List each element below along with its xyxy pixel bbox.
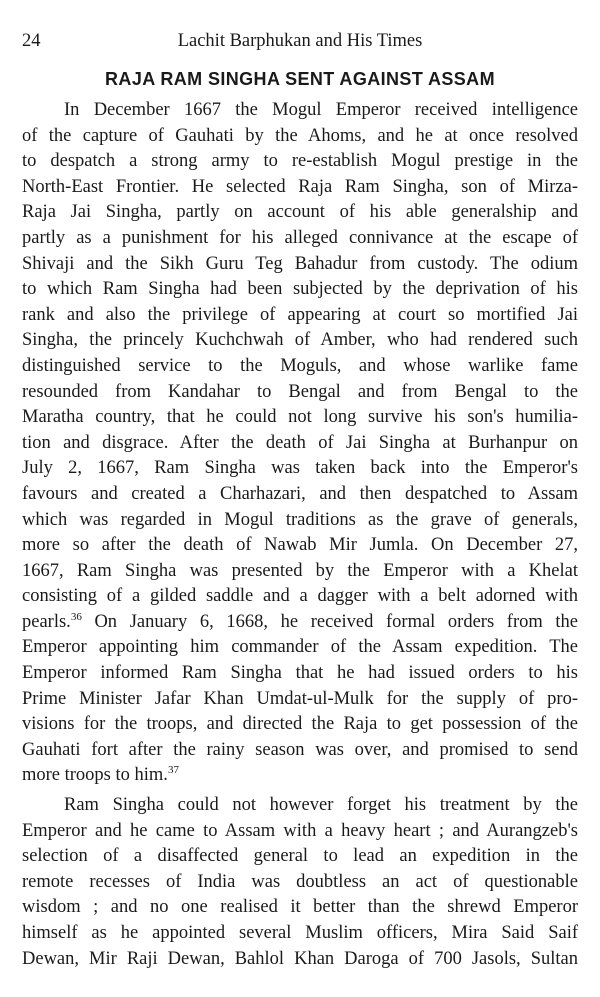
paragraph-line: resounded from Kandahar to Bengal and from Bengal to the xyxy=(22,381,578,402)
paragraph-line: which was regarded in Mogul traditions as the grave of generals, xyxy=(22,509,578,530)
paragraph-line: wisdom ; and no one realised it better than the shrewd Emperor xyxy=(22,897,578,918)
paragraph-line: Maratha country, that he could not long survive his son's humilia- xyxy=(22,407,578,428)
paragraph-line-with-footnote xyxy=(22,763,578,789)
line-text: pearls. xyxy=(22,611,71,632)
paragraph-line: Emperor informed Ram Singha that he had issued orders to his xyxy=(22,663,578,684)
line-text: On January 6, 1668, he received formal orders from the xyxy=(81,611,578,632)
paragraph-line: distinguished service to the Moguls, and whose warlike fame xyxy=(22,355,578,376)
paragraph-line: selection of a disaffected general to lead an expedition in the xyxy=(22,846,578,867)
paragraph-line: Shivaji and the Sikh Guru Teg Bahadur from custody. The odium xyxy=(22,253,578,274)
paragraph-line: Raja Jai Singha, partly on account of his able generalship and xyxy=(22,202,578,223)
running-header xyxy=(22,26,578,56)
paragraph-line: consisting of a gilded saddle and a dagger with a belt adorned with xyxy=(22,586,578,607)
paragraph-line: to which Ram Singha had been subjected by the deprivation of his xyxy=(22,279,578,300)
paragraph-line: Singha, the princely Kuchchwah of Amber, who had rendered such xyxy=(22,330,578,351)
paragraph-line: Ram Singha could not however forget his treatment by the xyxy=(64,795,578,816)
paragraph-line: favours and created a Charhazari, and then despatched to Assam xyxy=(22,483,578,504)
running-title: Lachit Barphukan and His Times xyxy=(177,31,423,51)
paragraph-line: Prime Minister Jafar Khan Umdat-ul-Mulk for the supply of pro- xyxy=(22,688,578,709)
paragraph-2 xyxy=(22,793,578,972)
paragraph-line: remote recesses of India was doubtless an act of questionable xyxy=(22,871,578,892)
paragraph-line: himself as he appointed several Muslim officers, Mira Said Saif xyxy=(22,923,578,943)
paragraph-line: 1667, Ram Singha was presented by the Emperor with a Khelat xyxy=(22,560,578,581)
paragraph-line: Dewan, Mir Raji Dewan, Bahlol Khan Daroga of 700 Jasols, Sultan xyxy=(22,948,578,969)
section-heading: RAJA RAM SINGHA SENT AGAINST ASSAM xyxy=(105,69,495,89)
footnote-marker[interactable]: 36 xyxy=(70,610,82,623)
paragraph-line: partly as a punishment for his alleged connivance at the escape of xyxy=(22,227,578,248)
paragraph-line: tion and disgrace. After the death of Jai Singha at Burhanpur on xyxy=(22,432,578,453)
paragraph-line: to despatch a strong army to re-establish Mogul prestige in the xyxy=(22,151,578,172)
paragraph-line: Emperor and he came to Assam with a heavy heart ; and Aurangzeb's xyxy=(22,820,578,841)
paragraph-line: Emperor appointing him commander of the Assam expedition. The xyxy=(22,637,578,658)
paragraph-line: North-East Frontier. He selected Raja Ram Singha, son of Mirza- xyxy=(22,176,578,197)
paragraph-line: rank and also the privilege of appearing at court so mortified Jai xyxy=(22,304,578,325)
paragraph-1 xyxy=(22,98,578,789)
footnote-marker[interactable]: 37 xyxy=(167,764,179,777)
paragraph-line: In December 1667 the Mogul Emperor received intelligence xyxy=(64,100,578,120)
paragraph-line: July 2, 1667, Ram Singha was taken back into the Emperor's xyxy=(22,458,578,479)
line-text: more troops to him. xyxy=(22,765,168,786)
paragraph-line: visions for the troops, and directed the Raja to get possession of the xyxy=(22,714,578,735)
paragraph-line: of the capture of Gauhati by the Ahoms, and he at once resolved xyxy=(22,125,578,146)
paragraph-line-with-footnote xyxy=(22,610,578,636)
paragraph-line: more so after the death of Nawab Mir Jumla. On December 27, xyxy=(22,535,578,556)
page-number: 24 xyxy=(22,31,41,51)
paragraph-line: Gauhati fort after the rainy season was over, and promised to send xyxy=(22,739,578,760)
